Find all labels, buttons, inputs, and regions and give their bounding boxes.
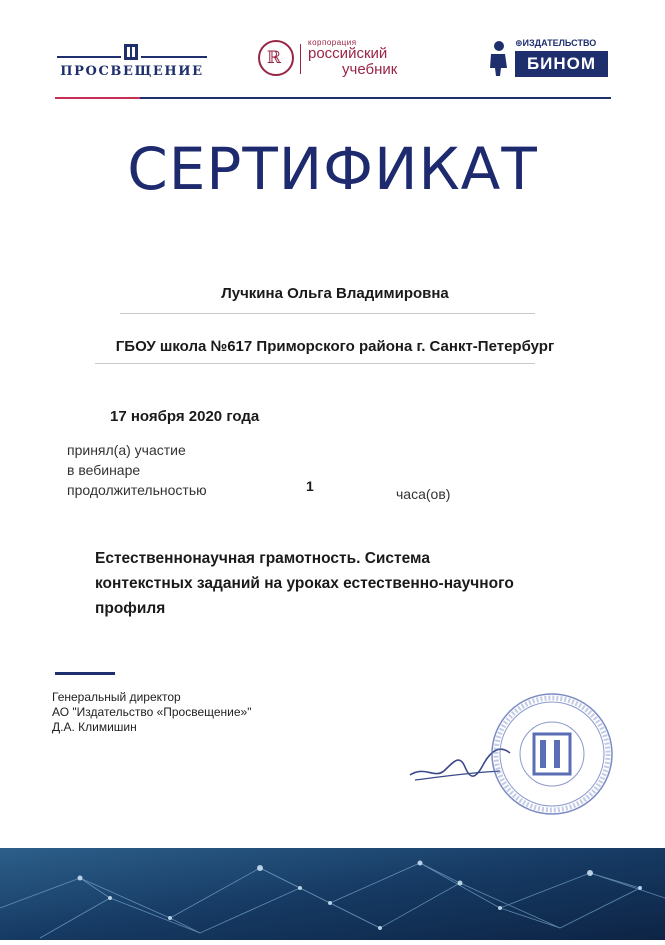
prosveshchenie-emblem	[121, 42, 141, 62]
russian-textbook-logo-text	[308, 46, 397, 78]
binom-publisher-text: ИЗДАТЕЛЬСТВО	[522, 38, 597, 48]
duration-unit: часа(ов)	[396, 486, 451, 502]
ru-corporation-label: корпорация	[308, 38, 357, 47]
recipient-school: ГБОУ школа №617 Приморского района г. Санкт-Петербург	[115, 338, 555, 355]
webinar-topic: Естественнонаучная грамотность. Система контекстных заданий на уроках естественно-научного профиля	[95, 550, 514, 617]
ru-logo-line1: российский	[308, 45, 388, 62]
prosveshchenie-emblem-icon	[121, 42, 141, 62]
footer-network-banner	[0, 848, 665, 940]
network-pattern-icon	[0, 848, 665, 940]
signatory-organization: АО "Издательство «Просвещение»"	[52, 705, 252, 719]
signature-block	[52, 690, 252, 735]
duration-value: 1	[306, 478, 314, 494]
recipient-school-underline	[95, 363, 535, 364]
ru-divider	[300, 44, 301, 74]
signatory-position: Генеральный директор	[52, 690, 181, 704]
recipient-name-underline	[120, 313, 535, 314]
seal-stamp-icon	[488, 690, 616, 818]
signature-accent-line	[55, 672, 115, 675]
participated-line-2: в вебинаре	[67, 462, 141, 478]
prosveshchenie-logo-text: ПРОСВЕЩЕНИЕ	[60, 64, 204, 79]
ru-logo-line2: учебник	[342, 61, 398, 78]
russian-textbook-emblem	[258, 40, 294, 76]
binom-logo: БИНОМ	[515, 51, 608, 77]
event-date: 17 ноября 2020 года	[110, 408, 260, 425]
ru-glyph: ℝ	[267, 48, 282, 68]
binom-reader-figure	[485, 40, 513, 83]
signatory-name: Д.А. Климишин	[52, 720, 137, 734]
official-seal	[488, 690, 616, 823]
certificate-title: СЕРТИФИКАТ	[127, 135, 538, 203]
participated-line-1: принял(а) участие	[67, 442, 186, 458]
recipient-name: Лучкина Ольга Владимировна	[221, 285, 449, 302]
duration-label: продолжительностью	[67, 482, 207, 498]
reader-silhouette-icon	[485, 40, 513, 78]
header-rule-accent	[55, 97, 140, 99]
binom-publisher-label: ⊕ИЗДАТЕЛЬСТВО	[515, 38, 597, 48]
